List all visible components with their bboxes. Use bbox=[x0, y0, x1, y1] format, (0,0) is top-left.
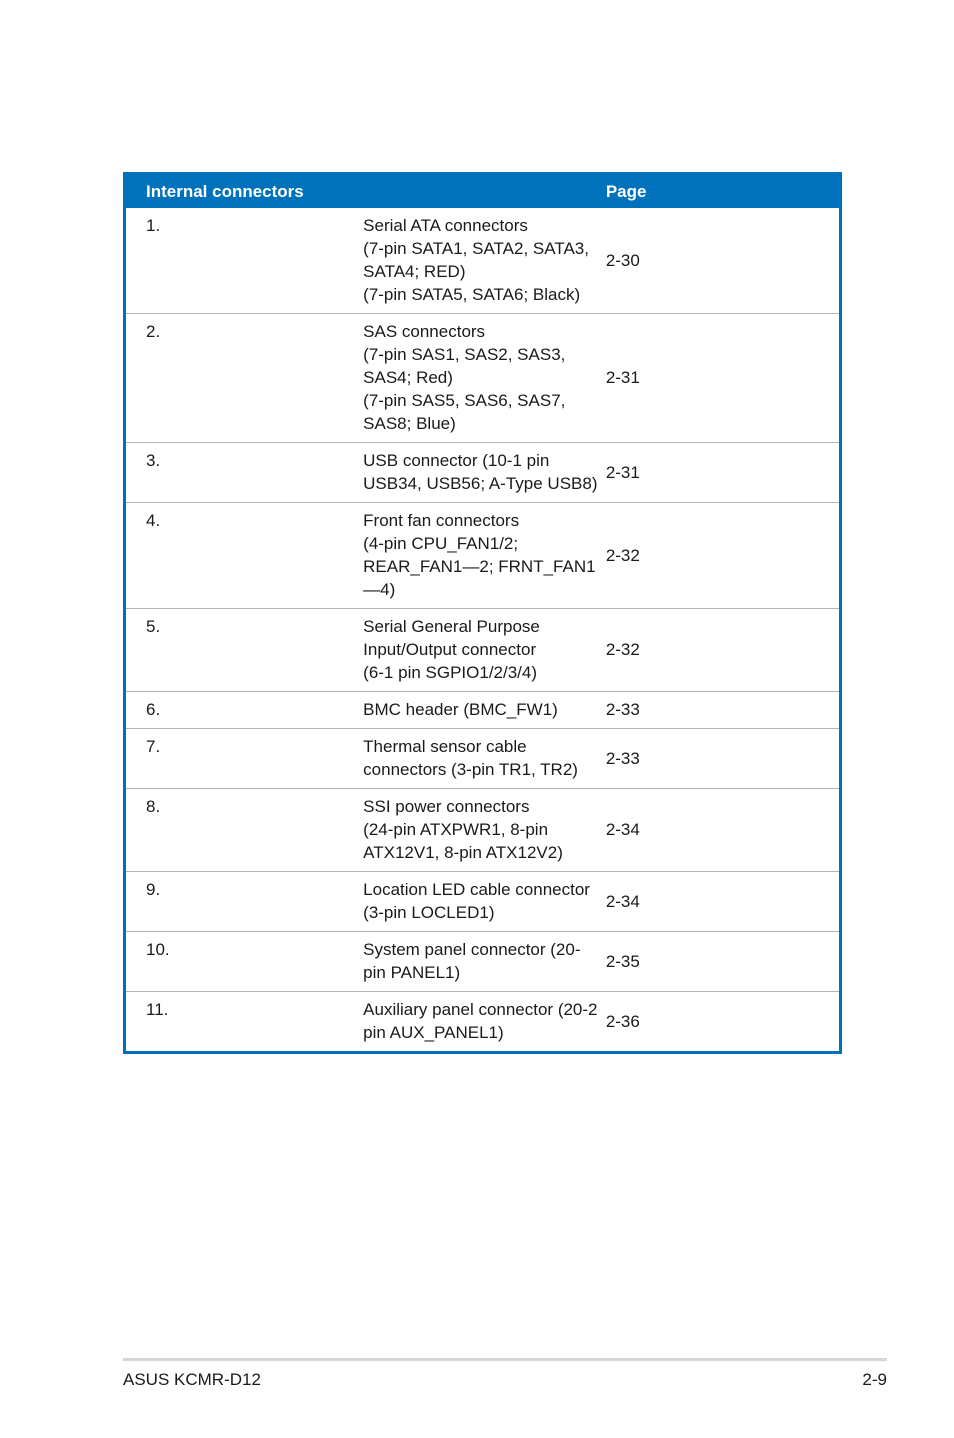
table-row bbox=[125, 208, 841, 314]
description-line: System panel connector (20-pin PANEL1) bbox=[363, 940, 581, 982]
description-line: (6-1 pin SGPIO1/2/3/4) bbox=[363, 663, 538, 682]
row-description bbox=[363, 872, 602, 932]
row-page: 2-34 bbox=[602, 872, 841, 932]
table-row bbox=[125, 729, 841, 789]
row-description bbox=[363, 932, 602, 992]
row-page: 2-35 bbox=[602, 932, 841, 992]
table-row bbox=[125, 932, 841, 992]
description-line: (4-pin CPU_FAN1/2; REAR_FAN1—2; FRNT_FAN1—4) bbox=[363, 534, 596, 599]
row-number: 6. bbox=[125, 692, 364, 729]
row-description bbox=[363, 314, 602, 443]
description-line: (24-pin ATXPWR1, 8-pin ATX12V1, 8-pin ATX12V2) bbox=[363, 820, 563, 862]
row-number: 10. bbox=[125, 932, 364, 992]
description-line: Thermal sensor cable connectors (3-pin TR1, TR2) bbox=[363, 737, 578, 779]
table-row bbox=[125, 443, 841, 503]
description-line: (7-pin SAS5, SAS6, SAS7, SAS8; Blue) bbox=[363, 391, 566, 433]
row-page: 2-34 bbox=[602, 789, 841, 872]
row-page: 2-33 bbox=[602, 729, 841, 789]
description-line: USB connector (10-1 pin USB34, USB56; A-Type USB8) bbox=[363, 451, 598, 493]
row-page: 2-33 bbox=[602, 692, 841, 729]
description-line: Location LED cable connector (3-pin LOCLED1) bbox=[363, 880, 590, 922]
description-line: (7-pin SATA5, SATA6; Black) bbox=[363, 285, 581, 304]
row-number: 4. bbox=[125, 503, 364, 609]
description-line: SAS connectors bbox=[363, 322, 486, 341]
row-description bbox=[363, 692, 602, 729]
description-line: BMC header (BMC_FW1) bbox=[363, 700, 558, 719]
row-description bbox=[363, 443, 602, 503]
description-line: (7-pin SATA1, SATA2, SATA3, SATA4; RED) bbox=[363, 239, 589, 281]
table-row bbox=[125, 503, 841, 609]
description-line: Auxiliary panel connector (20-2 pin AUX_PANEL1) bbox=[363, 1000, 598, 1042]
row-number: 9. bbox=[125, 872, 364, 932]
row-number: 8. bbox=[125, 789, 364, 872]
table-row bbox=[125, 692, 841, 729]
row-number: 1. bbox=[146, 216, 161, 235]
table-row bbox=[125, 992, 841, 1053]
description-line: Serial ATA connectors bbox=[363, 216, 528, 235]
row-description bbox=[363, 789, 602, 872]
header-page: Page bbox=[602, 174, 841, 209]
table-row bbox=[125, 609, 841, 692]
row-page: 2-31 bbox=[602, 443, 841, 503]
description-line: (7-pin SAS1, SAS2, SAS3, SAS4; Red) bbox=[363, 345, 566, 387]
row-number: 3. bbox=[125, 443, 364, 503]
description-line: Front fan connectors bbox=[363, 511, 520, 530]
table-header-row bbox=[125, 174, 841, 209]
table-body bbox=[125, 208, 841, 1053]
row-number: 7. bbox=[125, 729, 364, 789]
description-line: Serial General Purpose Input/Output connector bbox=[363, 617, 540, 659]
footer-page-number: 2-9 bbox=[862, 1370, 887, 1389]
table-row bbox=[125, 872, 841, 932]
footer-product-name: ASUS KCMR-D12 bbox=[123, 1370, 261, 1389]
row-number: 5. bbox=[125, 609, 364, 692]
internal-connectors-table bbox=[123, 172, 842, 1054]
row-number: 2. bbox=[125, 314, 364, 443]
row-description bbox=[363, 503, 602, 609]
row-description bbox=[363, 609, 602, 692]
footer-divider bbox=[123, 1358, 887, 1361]
description-line: SSI power connectors bbox=[363, 797, 530, 816]
table-row bbox=[125, 789, 841, 872]
table-row bbox=[125, 314, 841, 443]
row-number: 11. bbox=[125, 992, 364, 1053]
row-description bbox=[363, 992, 602, 1053]
header-internal-connectors: Internal connectors bbox=[125, 174, 602, 209]
row-page: 2-31 bbox=[602, 314, 841, 443]
row-page: 2-32 bbox=[602, 503, 841, 609]
row-page: 2-30 bbox=[605, 250, 640, 270]
row-description bbox=[363, 208, 602, 314]
row-page: 2-32 bbox=[602, 609, 841, 692]
row-description bbox=[363, 729, 602, 789]
row-page: 2-36 bbox=[602, 992, 841, 1053]
